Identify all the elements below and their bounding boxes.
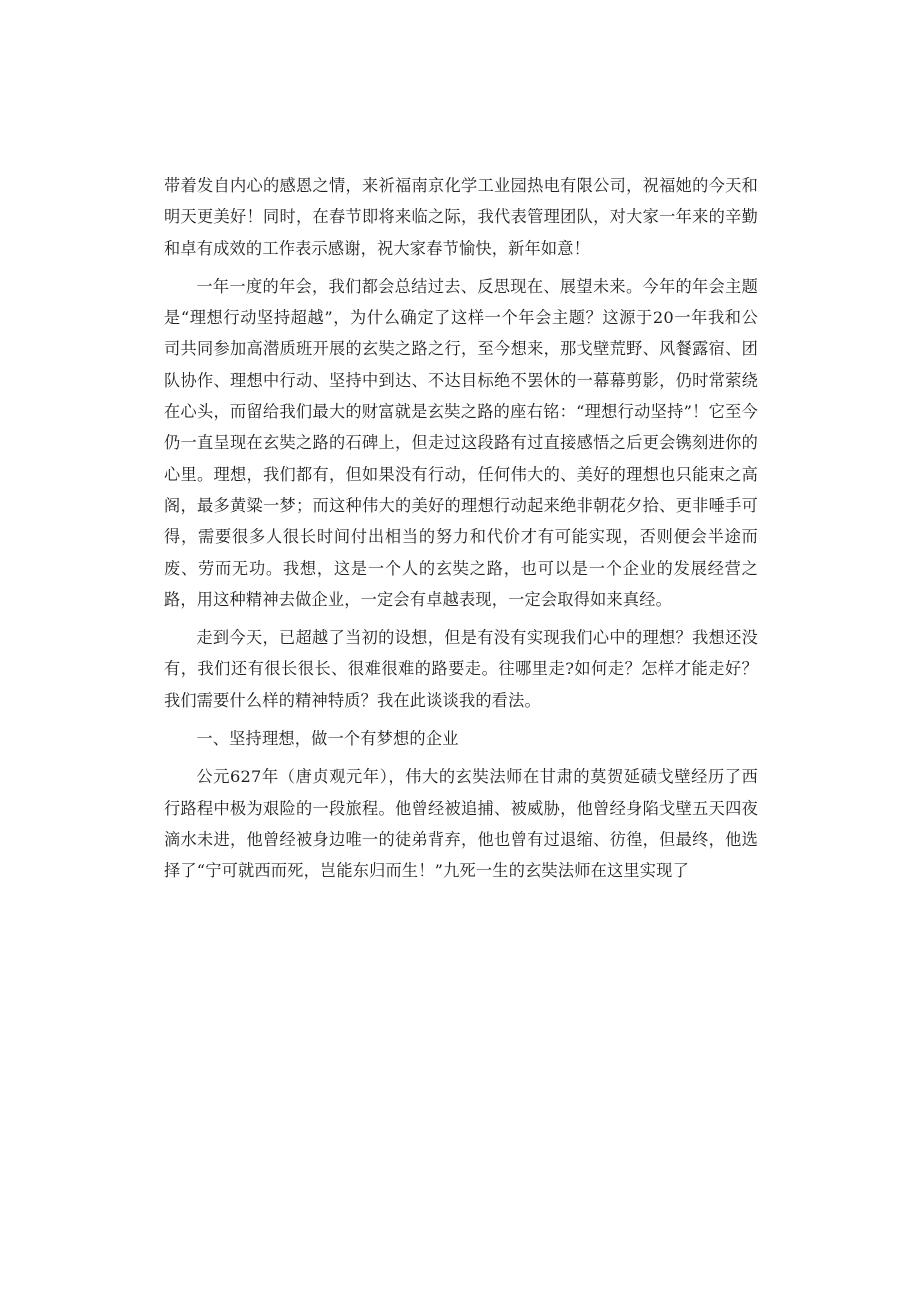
paragraph-xuanzang-story: 公元627年（唐贞观元年），伟大的玄奘法师在甘肃的莫贺延碛戈壁经历了西行路程中极为艰险的一段旅程。他曾经被追捕、被威胁，他曾经身陷戈壁五天四夜滴水未进，他曾经被身边唯一的徒弟背弃，他也曾有过退缩、彷徨，但最终，他选择了“宁可就西而死，岂能东归而生！”九死一生的玄奘法师在这里实现了	[164, 767, 758, 881]
paragraph-annual-meeting-theme: 一年一度的年会，我们都会总结过去、反思现在、展望未来。今年的年会主题是“理想行动坚持超越”，为什么确定了这样一个年会主题？这源于20一年我和公司共同参加高潜质班开展的玄奘之路之行，至今想来，那戈壁荒野、风餐露宿、团队协作、理想中行动、坚持中到达、不达目标绝不罢休的一幕幕剪影，仍时常萦绕在心头，而留给我们最大的财富就是玄奘之路的座右铭：“理想行动坚持”！它至今仍一直呈现在玄奘之路的石碑上，但走过这段路有过直接感悟之后更会镌刻进你的心里。理想，我们都有，但如果没有行动，任何伟大的、美好的理想也只能束之高阁，最多黄粱一梦；而这种伟大的美好的理想行动起来绝非朝花夕拾、更非唾手可得，需要很多人很长时间付出相当的努力和代价才有可能实现，否则便会半途而废、劳而无功。我想，这是一个人的玄奘之路，也可以是一个企业的发展经营之路，用这种精神去做企业，一定会有卓越表现，一定会取得如来真经。	[164, 276, 758, 609]
paragraph-opening: 带着发自内心的感恩之情，来祈福南京化学工业园热电有限公司，祝福她的今天和明天更美好！同时，在春节即将来临之际，我代表管理团队，对大家一年来的辛勤和卓有成效的工作表示感谢，祝大家春节愉快，新年如意！	[164, 176, 758, 258]
document-body	[164, 170, 758, 894]
section-heading-1: 一、坚持理想，做一个有梦想的企业	[196, 729, 459, 749]
paragraph-looking-ahead: 走到今天，已超越了当初的设想，但是有没有实现我们心中的理想？我想还没有，我们还有很长很长、很难很难的路要走。往哪里走?如何走？怎样才能走好？我们需要什么样的精神特质？我在此谈谈我的看法。	[164, 628, 758, 710]
